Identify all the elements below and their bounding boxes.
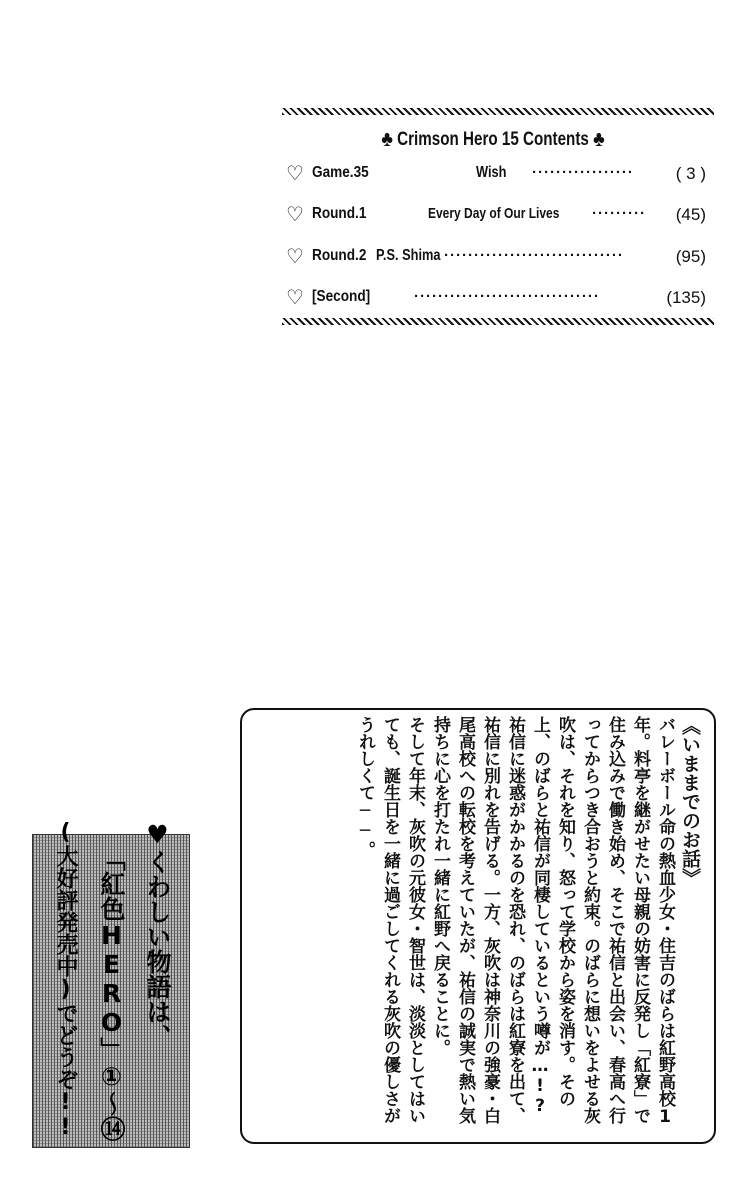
toc-entry[interactable]	[280, 203, 706, 229]
entry-label: Round.2	[312, 247, 367, 264]
entry-title: Every Day of Our Lives	[428, 205, 560, 222]
leader-dots: ······························	[444, 247, 624, 264]
leader-dots: ·················	[532, 164, 634, 181]
contents-title	[316, 126, 670, 152]
info-line: (大好評発売中)でどうぞ!!	[53, 820, 78, 1140]
contents-title-text: Crimson Hero 15 Contents	[397, 129, 589, 150]
club-icon: ♣	[381, 126, 393, 151]
bottom-dashed-rule	[282, 318, 714, 325]
entry-page: (95)	[675, 247, 706, 266]
story-paragraph: 祐信に迷惑がかかるのを恐れ、のばらは紅寮を出て、祐信に別れを告げる。一方、灰吹は神奈川の強豪・白尾高校への転校を考えていたが、祐信の誠実で熱い気持ちに心を打たれ一緒に紅野へ戻ることに。	[430, 716, 525, 1124]
entry-label: Round.1	[312, 205, 367, 222]
leader-dots: ·······························	[414, 288, 600, 305]
story-text	[256, 716, 702, 1134]
story-summary-box	[240, 708, 716, 1144]
entry-title: Wish	[476, 164, 507, 181]
entry-label: [Second]	[312, 288, 371, 305]
toc-entry[interactable]	[280, 162, 706, 188]
story-paragraph: そして年末、灰吹の元彼女・智世は、淡淡としてはいても、誕生日を一緒に過ごしてくれる灰吹の優しさがうれしくて──。	[355, 716, 425, 1124]
entry-page: (135)	[666, 288, 706, 307]
info-text	[40, 818, 180, 1148]
heart-icon: ♡	[286, 287, 304, 309]
entry-label: Game.35	[312, 164, 369, 181]
entry-page: ( 3 )	[675, 164, 706, 183]
toc-entry[interactable]	[280, 286, 706, 312]
top-dashed-rule	[282, 108, 714, 115]
heart-icon: ♡	[286, 163, 304, 185]
contents-box	[272, 104, 714, 328]
heart-icon: ♡	[286, 246, 304, 268]
story-heading: 《いままでのお話》	[679, 716, 701, 887]
info-series-title: 「紅色HERO」①〜⑭	[97, 846, 126, 1141]
toc-entry[interactable]	[280, 245, 706, 271]
leader-dots: ·········	[592, 205, 646, 222]
info-line: ♥くわしい物語は、	[143, 820, 172, 1049]
club-icon: ♣	[593, 126, 605, 151]
entry-page: (45)	[675, 205, 706, 224]
entry-title: P.S. Shima	[376, 247, 441, 264]
story-paragraph: バレーボール命の熱血少女・住吉のばらは紅野高校1年。料亭を継がせたい母親の妨害に反発し「紅寮」で住み込みで働き始め、そこで祐信と出会い、春高へ行ってからつき合おうと約束。のばらに想いをよせる灰吹は、それを知り、怒って学校から姿を消す。その上、のばらと祐信が同棲しているという噂が…!?	[530, 716, 675, 1127]
heart-icon: ♡	[286, 204, 304, 226]
